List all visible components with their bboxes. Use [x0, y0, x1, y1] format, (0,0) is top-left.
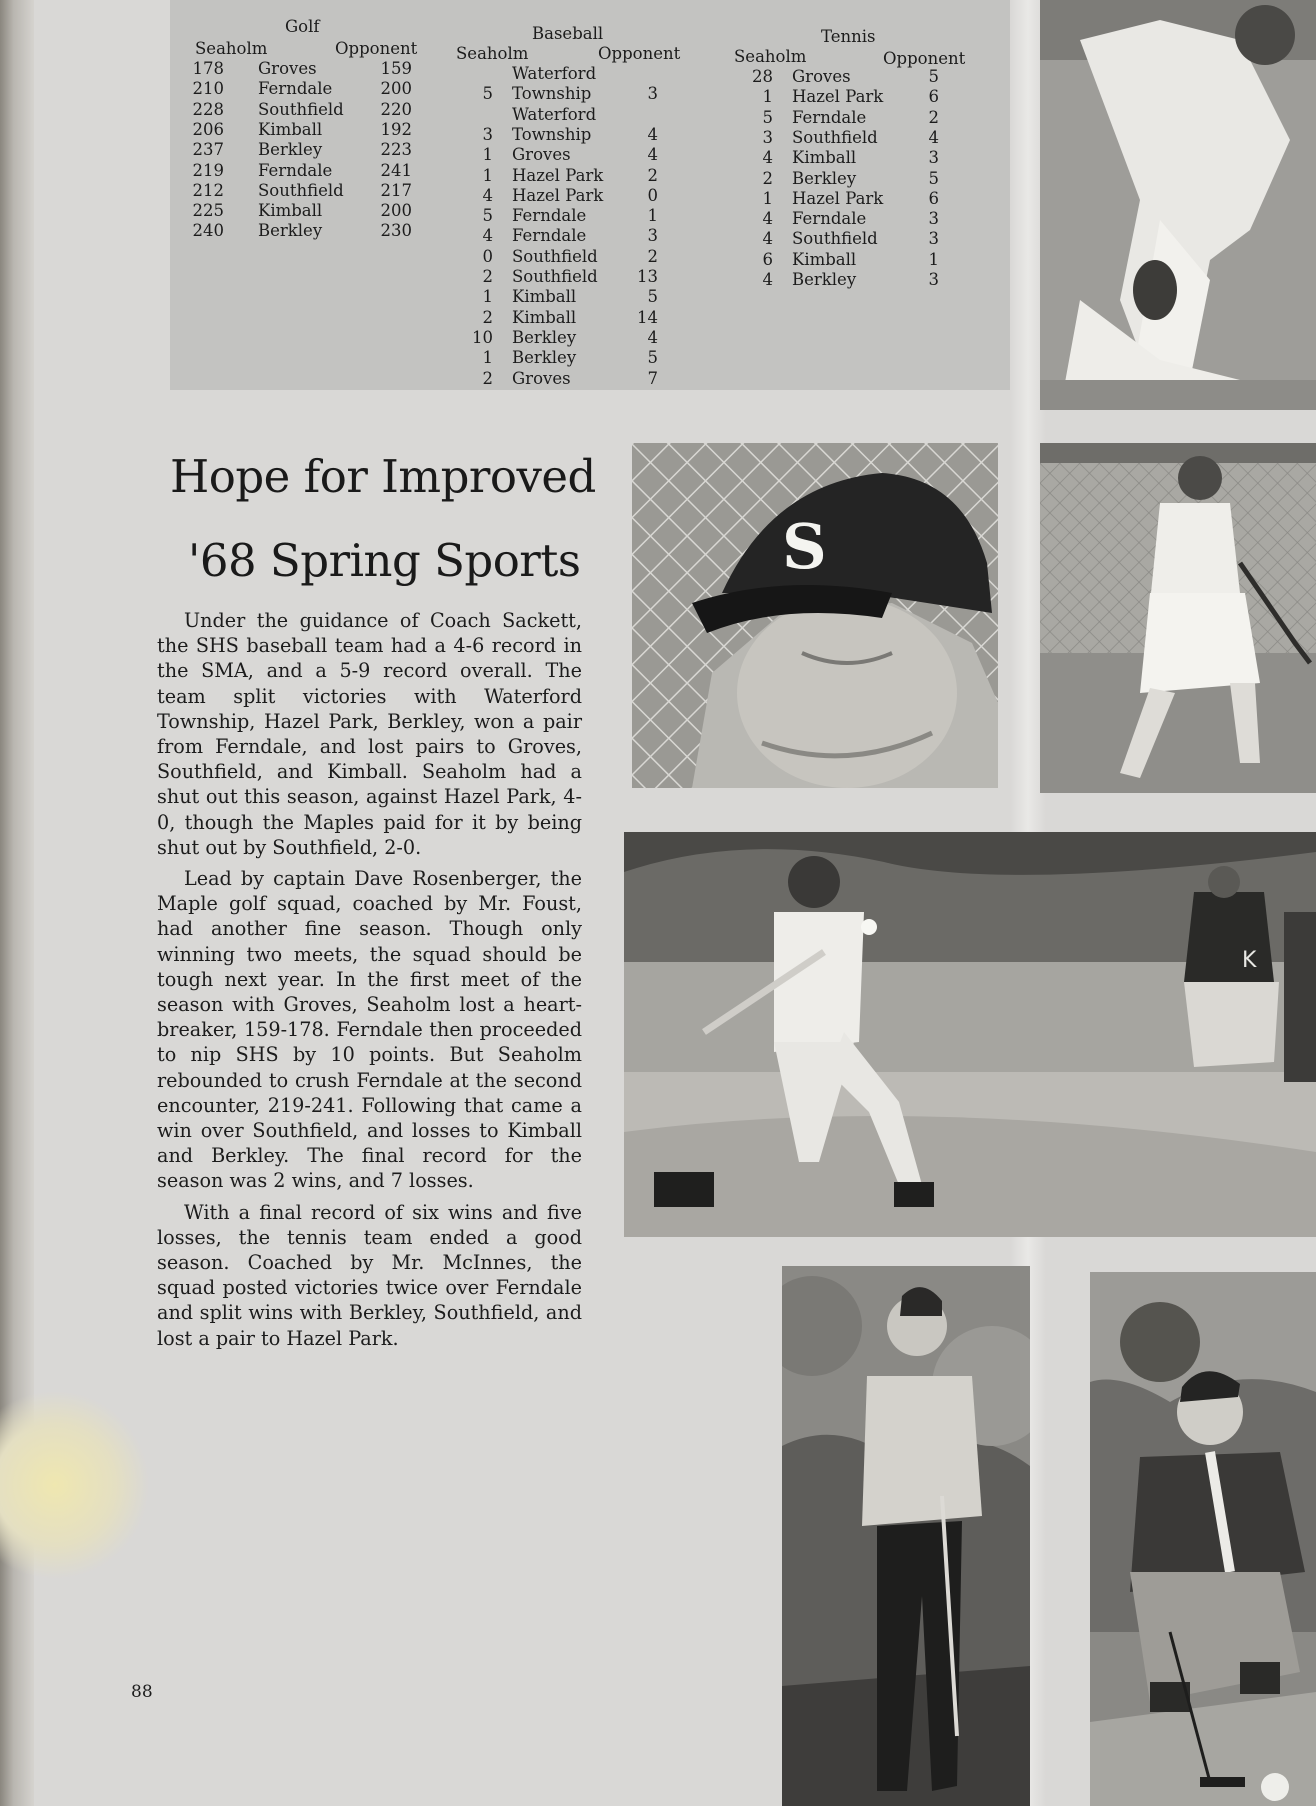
headline: [170, 435, 600, 603]
baseball-seaholm-score: 2: [482, 307, 493, 327]
golf-seaholm-score: 228: [192, 99, 224, 119]
golf-title: Golf: [285, 17, 320, 36]
baseball-opponent-score: 5: [647, 287, 658, 307]
baseball-result-row: [455, 267, 695, 287]
baseball-opponent-name: Berkley: [512, 348, 577, 368]
tennis-result-row: [733, 209, 973, 229]
baseball-seaholm-score: 1: [482, 287, 493, 307]
golf-result-row: [190, 100, 420, 120]
photo-tennis-forehand: [1040, 443, 1316, 793]
tennis-result-row: [733, 189, 973, 209]
golf-seaholm-header: Seaholm: [195, 39, 268, 58]
tennis-seaholm-score: 6: [762, 249, 773, 269]
tennis-opponent-score: 5: [928, 168, 939, 188]
baseball-opponent-score: 3: [647, 226, 658, 246]
tennis-opponent-score: 3: [928, 148, 939, 168]
baseball-seaholm-score: 10: [472, 327, 493, 347]
tennis-opponent-score: 6: [928, 188, 939, 208]
golf-opponent-score: 159: [380, 59, 412, 78]
golf-result-row: [190, 79, 420, 99]
photo-golfer-putting: [1090, 1272, 1316, 1806]
golf-seaholm-score: 237: [192, 140, 224, 160]
baseball-opponent-score: 3: [647, 84, 658, 104]
golf-opponent-score: 200: [380, 79, 412, 99]
baseball-result-row: [455, 186, 695, 206]
baseball-seaholm-score: 2: [482, 267, 493, 286]
tennis-opponent-score: 3: [928, 229, 939, 249]
tennis-result-row: [733, 229, 973, 249]
baseball-result-row: [455, 206, 695, 226]
baseball-opponent-score: 2: [647, 246, 658, 266]
tennis-opponent-name: Hazel Park: [792, 188, 884, 208]
tennis-seaholm-score: 2: [762, 168, 773, 188]
tennis-opponent-score: 3: [928, 209, 939, 229]
baseball-seaholm-score: 5: [482, 206, 493, 226]
article-body: [157, 608, 582, 1357]
golf-seaholm-score: 210: [192, 79, 224, 99]
baseball-opponent-name: Township: [512, 84, 592, 104]
golf-opponent-name: Kimball: [258, 201, 323, 221]
tennis-result-row: [733, 108, 973, 128]
photo-tennis-player-serve: [1040, 0, 1316, 410]
baseball-opponent-name: Waterford: [512, 64, 597, 83]
tennis-opponent-name: Ferndale: [792, 107, 867, 127]
baseball-seaholm-score: 4: [482, 185, 493, 205]
photo-baseball-batter: [624, 832, 1316, 1237]
tennis-seaholm-score: 5: [762, 107, 773, 127]
baseball-seaholm-score: 1: [482, 145, 493, 165]
baseball-opponent-name: Ferndale: [512, 206, 587, 226]
baseball-result-row: [455, 328, 695, 348]
golf-seaholm-score: 212: [192, 180, 224, 200]
golf-schedule: [190, 17, 420, 257]
baseball-seaholm-header: Seaholm: [456, 44, 529, 63]
golf-result-row: [190, 140, 420, 160]
golf-opponent-name: Berkley: [258, 140, 323, 160]
baseball-opponent-name: Kimball: [512, 287, 577, 307]
golf-opponent-score: 230: [380, 221, 412, 241]
tennis-opponent-score: 3: [928, 270, 939, 289]
baseball-title: Baseball: [532, 24, 604, 43]
baseball-schedule: [455, 24, 695, 394]
baseball-opponent-score: 4: [647, 124, 658, 144]
golf-opponent-name: Southfield: [258, 99, 344, 119]
baseball-seaholm-score: 5: [482, 84, 493, 104]
golf-opponent-name: Kimball: [258, 119, 323, 139]
article-paragraph-golf: Lead by captain Dave Rosenberger, the Maple golf squad, coached by Mr. Foust, had another fine season. Though only winning two meets, the squad should be tough next year. In the first meet of the season with Groves, Seaholm lost a heart-breaker, 159-178. Ferndale then proceeded to nip SHS by 10 points. But Seaholm rebounded to crush Ferndale at the second encounter, 219-241. Following that came a win over Southfield, and losses to Kimball and Berkley. The final record for the season was 2 wins, and 7 losses.: [157, 867, 582, 1193]
baseball-result-row: [455, 226, 695, 246]
baseball-opponent-name: Groves: [512, 145, 571, 165]
tennis-seaholm-score: 1: [762, 188, 773, 208]
baseball-seaholm-score: 2: [482, 368, 493, 388]
tennis-opponent-score: 2: [928, 107, 939, 127]
golf-result-row: [190, 221, 420, 241]
baseball-result-row: [455, 105, 695, 125]
tennis-opponent-name: Kimball: [792, 148, 857, 168]
golf-opponent-header: Opponent: [335, 39, 418, 58]
tennis-seaholm-score: 4: [762, 229, 773, 249]
baseball-result-row: [455, 166, 695, 186]
tennis-seaholm-score: 28: [752, 67, 773, 86]
baseball-seaholm-score: 0: [482, 246, 493, 266]
baseball-seaholm-score: 3: [482, 124, 493, 144]
tennis-result-row: [733, 270, 973, 290]
golf-result-row: [190, 59, 420, 79]
tennis-opponent-name: Groves: [792, 67, 851, 86]
golf-opponent-name: Ferndale: [258, 79, 333, 99]
baseball-opponent-name: Kimball: [512, 307, 577, 327]
baseball-opponent-score: 5: [647, 348, 658, 368]
tennis-schedule: [733, 27, 973, 297]
baseball-result-row: [455, 348, 695, 368]
baseball-result-row: [455, 287, 695, 307]
tennis-title: Tennis: [821, 27, 876, 46]
tennis-seaholm-score: 3: [762, 127, 773, 147]
baseball-opponent-name: Hazel Park: [512, 185, 604, 205]
baseball-result-row: [455, 308, 695, 328]
tennis-result-row: [733, 87, 973, 107]
baseball-opponent-name: Ferndale: [512, 226, 587, 246]
golf-opponent-name: Southfield: [258, 180, 344, 200]
baseball-result-row: [455, 64, 695, 84]
tennis-seaholm-score: 4: [762, 148, 773, 168]
baseball-opponent-name: Groves: [512, 368, 571, 388]
tennis-seaholm-score: 4: [762, 209, 773, 229]
article-paragraph-baseball: Under the guidance of Coach Sackett, the SHS baseball team had a 4-6 record in the SMA, and a 5-9 record overall. The team split victories with Waterford Township, Hazel Park, Berkley, won a pair from Ferndale, and lost pairs to Groves, Southfield, and Kimball. Seaholm had a shut out this season, against Hazel Park, 4-0, though the Maples paid for it by being shut out by Southfield, 2-0.: [157, 609, 582, 859]
baseball-opponent-score: 0: [647, 185, 658, 205]
tennis-result-row: [733, 67, 973, 87]
baseball-result-row: [455, 84, 695, 104]
baseball-opponent-name: Waterford: [512, 104, 597, 124]
golf-opponent-name: Groves: [258, 59, 317, 78]
page-number: 88: [131, 1682, 153, 1702]
golf-opponent-score: 192: [380, 119, 412, 139]
baseball-opponent-name: Township: [512, 124, 592, 144]
golf-result-row: [190, 181, 420, 201]
golf-seaholm-score: 225: [192, 201, 224, 221]
golf-seaholm-score: 206: [192, 119, 224, 139]
baseball-opponent-name: Berkley: [512, 327, 577, 347]
headline-line-1: Hope for Improved: [170, 450, 596, 503]
tennis-opponent-score: 6: [928, 87, 939, 107]
article-paragraph-tennis: With a final record of six wins and five losses, the tennis team ended a good season. Coached by Mr. McInnes, the squad posted victories twice over Ferndale and split wins with Berkley, Southfield, and lost a pair to Hazel Park.: [157, 1200, 582, 1350]
baseball-opponent-header: Opponent: [598, 44, 681, 63]
page-stain: [0, 1390, 150, 1580]
tennis-seaholm-score: 4: [762, 270, 773, 289]
baseball-seaholm-score: 1: [482, 348, 493, 368]
headline-line-2: '68 Spring Sports: [188, 534, 581, 587]
baseball-opponent-score: 7: [647, 368, 658, 388]
golf-opponent-score: 241: [380, 160, 412, 180]
baseball-result-row: [455, 369, 695, 389]
baseball-opponent-name: Southfield: [512, 246, 598, 266]
tennis-opponent-name: Southfield: [792, 229, 878, 249]
cap-letter: S: [782, 510, 827, 583]
tennis-opponent-score: 1: [928, 249, 939, 269]
golf-result-row: [190, 201, 420, 221]
baseball-opponent-score: 4: [647, 327, 658, 347]
golf-result-row: [190, 120, 420, 140]
golf-seaholm-score: 219: [192, 160, 224, 180]
tennis-opponent-name: Ferndale: [792, 209, 867, 229]
baseball-result-row: [455, 247, 695, 267]
tennis-opponent-name: Southfield: [792, 127, 878, 147]
golf-opponent-score: 220: [380, 99, 412, 119]
baseball-result-row: [455, 145, 695, 165]
golf-opponent-name: Berkley: [258, 221, 323, 241]
tennis-opponent-name: Kimball: [792, 249, 857, 269]
baseball-seaholm-score: 4: [482, 226, 493, 246]
tennis-opponent-header: Opponent: [883, 49, 966, 68]
baseball-opponent-name: Hazel Park: [512, 165, 604, 185]
golf-opponent-score: 217: [380, 180, 412, 200]
baseball-opponent-score: 4: [647, 145, 658, 165]
tennis-seaholm-score: 1: [762, 87, 773, 107]
baseball-opponent-score: 2: [647, 165, 658, 185]
golf-opponent-score: 200: [380, 201, 412, 221]
tennis-seaholm-header: Seaholm: [734, 47, 807, 66]
golf-opponent-name: Ferndale: [258, 160, 333, 180]
golf-seaholm-score: 178: [192, 59, 224, 78]
baseball-opponent-name: Southfield: [512, 267, 598, 286]
baseball-opponent-score: 13: [637, 267, 658, 286]
tennis-result-row: [733, 250, 973, 270]
tennis-result-row: [733, 169, 973, 189]
baseball-seaholm-score: 1: [482, 165, 493, 185]
tennis-opponent-score: 5: [928, 67, 939, 86]
golf-result-row: [190, 161, 420, 181]
golf-opponent-score: 223: [380, 140, 412, 160]
tennis-opponent-name: Berkley: [792, 168, 857, 188]
baseball-result-row: [455, 125, 695, 145]
tennis-opponent-name: Berkley: [792, 270, 857, 289]
photo-baseball-cap-player: [632, 443, 998, 788]
golf-seaholm-score: 240: [192, 221, 224, 241]
tennis-result-row: [733, 148, 973, 168]
tennis-opponent-score: 4: [928, 127, 939, 147]
tennis-result-row: [733, 128, 973, 148]
tennis-opponent-name: Hazel Park: [792, 87, 884, 107]
baseball-opponent-score: 1: [647, 206, 658, 226]
photo-golfer-standing: [782, 1266, 1030, 1806]
jacket-letter: K: [1242, 948, 1257, 973]
baseball-opponent-score: 14: [637, 307, 658, 327]
